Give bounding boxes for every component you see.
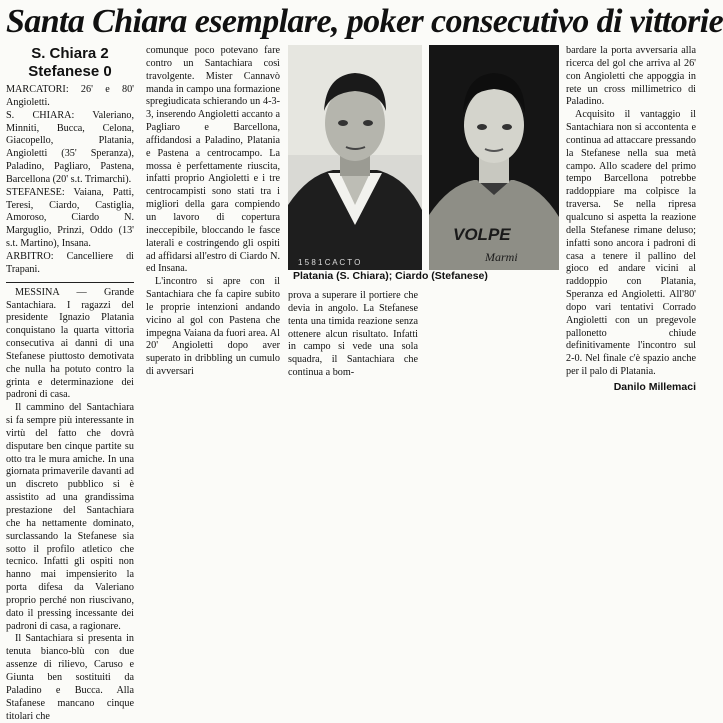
- jersey-text-2: Marmi: [485, 250, 518, 264]
- lineup-marcatori: MARCATORI: 26' e 80' Angioletti.: [6, 84, 134, 108]
- photo-platania: [288, 45, 422, 270]
- left-jersey-text: 1 5 8 1 C A C T O: [298, 258, 361, 267]
- column-4: [566, 45, 696, 393]
- photo-caption: Platania (S. Chiara); Ciardo (Stefanese): [293, 270, 488, 282]
- lineup-schiara: S. CHIARA: Valeriano, Minniti, Bucca, Celona, Giacopello, Platania, Angioletti (35' Speranza), Paladino, Pagliaro, Pastena, Barcellona (20' s.t. Trimarchi).: [6, 109, 134, 185]
- paragraph: L'incontro si apre con il Santachiara che fa capire subito le proprie intenzioni andando vicino al gol con Pastena che impegna Vaiana da fuori area. Al 20' Angioletti dopo aver superato in dribbling un cumulo di avversari: [146, 276, 280, 378]
- headline: Santa Chiara esemplare, poker consecutivo di vittorie: [6, 3, 723, 40]
- photo-ciardo: [429, 45, 559, 270]
- lineup-stefanese: STEFANESE: Vaiana, Patti, Teresi, Ciardo, Castiglia, Amoroso, Ciardo N. Marguglio, Prinzi, Oddo (13' s.t. Martino), Insana.: [6, 186, 134, 250]
- jersey-text: VOLPE: [453, 225, 511, 244]
- paragraph: Acquisito il vantaggio il Santachiara non si accontenta e continua ad attaccare pressando la Stefanese nella sua metà campo. Allo scadere del primo tempo Barcellona potrebbe raddoppiare ma colpisce la traversa. Se nella ripresa qualcuno si aspetta la reazione della Stefanese rimane deluso; infatti sono ancora i padroni di casa a tenere il pallino del gioco ed andare vicini al raddoppio con Platania, Speranza ed Angioletti. All'80' dopo vari tentativi Corrado Angioletti con un pregevole pallonetto chiude definitivamente l'incontro sul 2-0. Nel finale c'è spazio anche per il palo di Platania.: [566, 109, 696, 378]
- column-1: [6, 45, 134, 722]
- column-3: [288, 290, 418, 390]
- paragraph: Il Santachiara si presenta in tenuta bianco-blù con due assenze di rilievo, Caruso e Giunta ben sostituiti da Paladino e Bucca. Alla Stafanese mancano cinque titolari che: [6, 633, 134, 722]
- score-away: Stefanese 0: [28, 63, 112, 80]
- paragraph: Il cammino del Santachiara si fa sempre più interessante in virtù del fatto che dovrà disputare ben cinque partite su otto tra le mura amiche. In una giornata primaverile davanti ad un discreto pubblico si è assistito ad una grandissima prestazione del Santachiara che ha nettamente dominato, surclassando la Stefanese sia sotto il profilo atletico che tecnico. Infatti gli ospiti non hanno mai impensierito la porta difesa da Valeriano proprio perché non riuscivano, dato il pressing incessante dei padroni di casa, a ragionare.: [6, 402, 134, 632]
- paragraph: prova a superare il portiere che devia in angolo. La Stefanese tenta una timida reazione senza ottenere alcun risultato. Infatti in campo si vede una sola squadra, il Santachiara che continua a bom-: [288, 290, 418, 379]
- paragraph: MESSINA — Grande Santachiara. I ragazzi del presidente Ignazio Platania conquistano la quarta vittoria consecutiva ai danni di una Stefanese piuttosto demotivata che nulla ha potuto contro la grinta e determinazione dei padroni di casa.: [6, 286, 134, 401]
- score-home: S. Chiara 2: [31, 45, 109, 62]
- divider: [6, 282, 134, 283]
- column-2: [146, 45, 280, 393]
- paragraph: comunque poco potevano fare contro un Santachiara così travolgente. Mister Cannavò manda in campo una formazione spregiudicata schierando un 4-3-3, inserendo Angioletti accanto a Pagliaro e Barcellona, affidandosi a Paladino, Platania e Pastena a centrocampo. La mossa è perfettamente riuscita, infatti proprio Angioletti e i tre centrocampisti sono stati tra i migliori della gara compiendo un lavoro di copertura ineccepibile, bloccando le fasce laterali e costringendo gli ospiti ad affidarsi all'estro di Ciardo N. ed Insana.: [146, 45, 280, 275]
- lineup-arbitro: ARBITRO: Cancelliere di Trapani.: [6, 250, 134, 275]
- signature: Danilo Millemaci: [613, 380, 696, 393]
- paragraph: bardare la porta avversaria alla ricerca del gol che arriva al 26' con Angioletti che appoggia in rete un cross millimetrico di Paladino.: [566, 45, 696, 108]
